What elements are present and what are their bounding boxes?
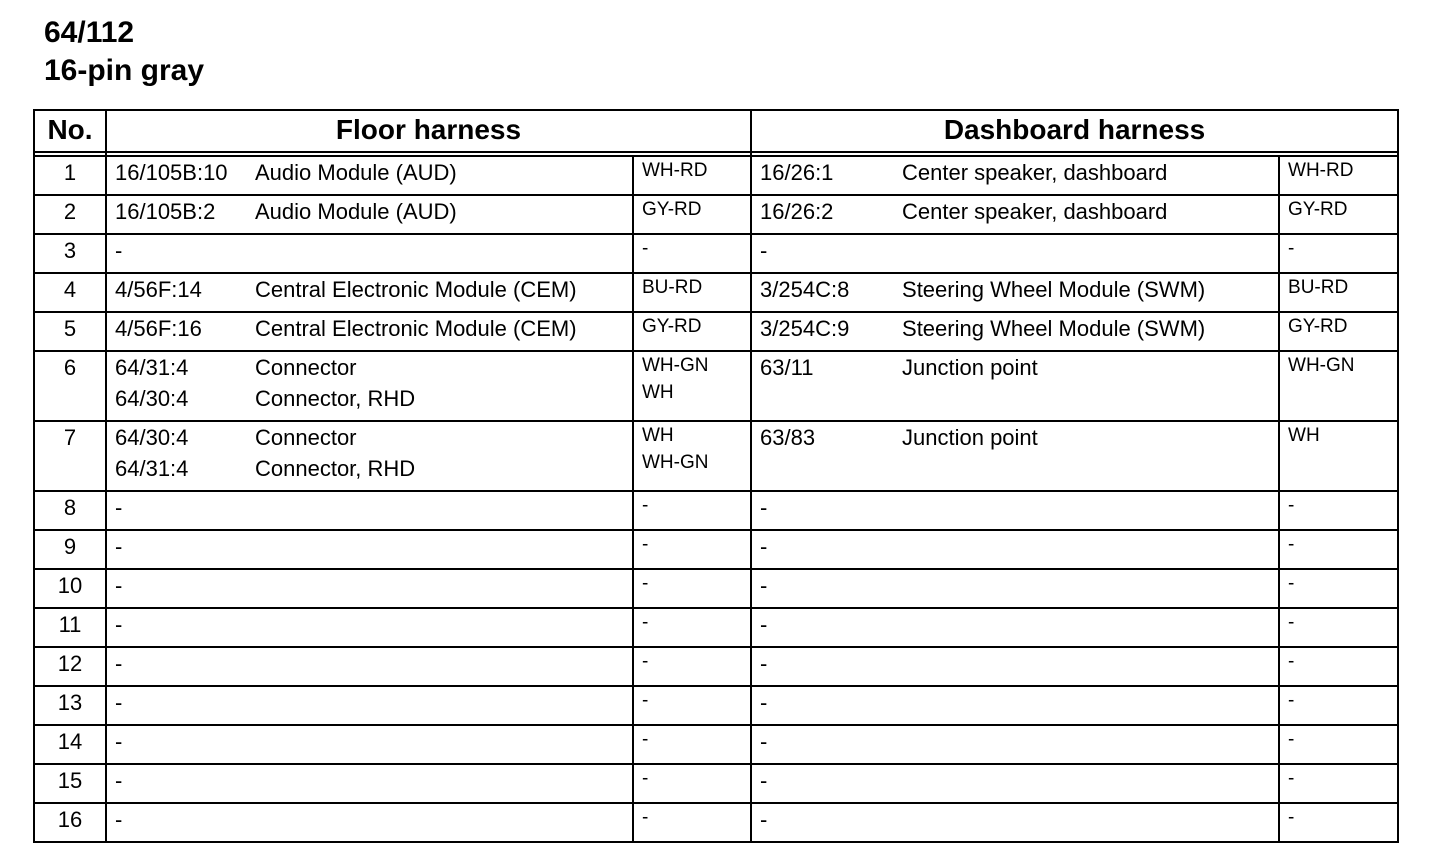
dashboard-harness-cell-line <box>760 235 1278 266</box>
terminal-code: 3/254C:8 <box>760 277 850 302</box>
floor-harness-cell <box>106 273 633 312</box>
terminal-code: 16/26:2 <box>760 199 834 224</box>
wire-color: - <box>1288 690 1295 711</box>
floor-harness-cell-line <box>115 313 632 344</box>
dashboard-harness-cell <box>751 421 1279 491</box>
floor-harness-cell <box>106 195 633 234</box>
pin-number-text: 5 <box>63 316 77 341</box>
wire-color: - <box>642 768 649 789</box>
component-name: Central Electronic Module (CEM) <box>255 277 577 302</box>
header-row <box>34 110 1398 152</box>
floor-harness-cell <box>106 725 633 764</box>
pin-number-text: 6 <box>63 355 77 380</box>
dashboard-wire-color-cell <box>1279 569 1398 608</box>
wire-color: WH-RD <box>642 160 708 181</box>
wire-color: - <box>642 238 649 259</box>
dashboard-harness-cell <box>751 608 1279 647</box>
dashboard-harness-cell-line <box>760 609 1278 640</box>
wire-color: - <box>1288 729 1295 750</box>
floor-wire-color-cell <box>633 351 751 421</box>
floor-harness-cell <box>106 351 633 421</box>
dashboard-wire-color-cell <box>1279 647 1398 686</box>
table-row <box>34 725 1398 764</box>
pin-number-text: 16 <box>57 807 83 832</box>
terminal-code: - <box>760 651 768 676</box>
component-name: Connector <box>255 425 357 450</box>
floor-wire-color-cell <box>633 803 751 842</box>
floor-wire-color-cell <box>633 234 751 273</box>
table-row <box>34 647 1398 686</box>
dashboard-wire-color-cell <box>1279 156 1398 195</box>
dashboard-harness-cell <box>751 351 1279 421</box>
dashboard-wire-color-cell <box>1279 686 1398 725</box>
component-name: Center speaker, dashboard <box>902 199 1168 224</box>
header-no: No. <box>34 110 106 152</box>
dashboard-wire-color-cell <box>1279 725 1398 764</box>
floor-wire-color-cell <box>633 491 751 530</box>
dashboard-harness-cell <box>751 156 1279 195</box>
table-row <box>34 234 1398 273</box>
component-name: Audio Module (AUD) <box>255 160 457 185</box>
wire-color: BU-RD <box>642 277 703 298</box>
floor-harness-cell <box>106 312 633 351</box>
terminal-code: 16/105B:10 <box>115 160 228 185</box>
dashboard-harness-cell <box>751 569 1279 608</box>
wire-color: GY-RD <box>642 199 702 220</box>
table-row <box>34 686 1398 725</box>
terminal-code: - <box>760 534 768 559</box>
wire-color: - <box>1288 238 1295 259</box>
terminal-code: - <box>760 807 768 832</box>
wire-color: GY-RD <box>642 316 702 337</box>
pin-number <box>34 273 106 312</box>
dashboard-harness-cell-line <box>760 687 1278 718</box>
dashboard-harness-cell-line <box>760 274 1278 305</box>
wire-color: - <box>1288 573 1295 594</box>
dashboard-harness-cell <box>751 312 1279 351</box>
wire-color: - <box>1288 768 1295 789</box>
dashboard-harness-cell <box>751 530 1279 569</box>
pin-number <box>34 725 106 764</box>
header-dashboard-harness: Dashboard harness <box>751 110 1398 152</box>
terminal-code: - <box>115 651 123 676</box>
terminal-code: 16/105B:2 <box>115 199 216 224</box>
table-row <box>34 156 1398 195</box>
dashboard-wire-color-cell <box>1279 764 1398 803</box>
table-row <box>34 421 1398 491</box>
terminal-code: - <box>760 238 768 263</box>
floor-harness-cell-line <box>115 765 632 796</box>
dashboard-harness-cell-line <box>760 726 1278 757</box>
terminal-code: 4/56F:14 <box>115 277 202 302</box>
table-body <box>34 152 1398 842</box>
wire-color: WH-GN <box>1288 355 1355 376</box>
floor-harness-cell-line <box>115 352 632 383</box>
pin-number <box>34 156 106 195</box>
wire-color: BU-RD <box>1288 277 1349 298</box>
terminal-code: - <box>760 495 768 520</box>
dashboard-harness-cell <box>751 764 1279 803</box>
floor-harness-cell-line <box>115 157 632 188</box>
floor-wire-color-cell <box>633 569 751 608</box>
pin-number-text: 8 <box>63 495 77 520</box>
dashboard-harness-cell-line <box>760 313 1278 344</box>
floor-wire-color-cell <box>633 686 751 725</box>
terminal-code: - <box>760 573 768 598</box>
floor-harness-cell-line <box>115 453 632 484</box>
wire-color: - <box>642 807 649 828</box>
pin-number <box>34 421 106 491</box>
floor-harness-cell-line <box>115 687 632 718</box>
terminal-code: - <box>760 768 768 793</box>
wire-color: - <box>1288 807 1295 828</box>
dashboard-harness-cell-line <box>760 422 1278 453</box>
floor-harness-cell-line <box>115 570 632 601</box>
dashboard-wire-color-cell <box>1279 803 1398 842</box>
wire-color: - <box>1288 612 1295 633</box>
dashboard-wire-color-cell <box>1279 530 1398 569</box>
component-name: Connector <box>255 355 357 380</box>
terminal-code: 16/26:1 <box>760 160 834 185</box>
dashboard-harness-cell <box>751 491 1279 530</box>
component-name: Junction point <box>902 355 1038 380</box>
terminal-code: - <box>115 573 123 598</box>
terminal-code: - <box>760 729 768 754</box>
terminal-code: - <box>760 612 768 637</box>
floor-harness-cell <box>106 156 633 195</box>
terminal-code: 63/11 <box>760 355 814 380</box>
pin-number <box>34 686 106 725</box>
table-row <box>34 764 1398 803</box>
pin-number-text: 7 <box>63 425 77 450</box>
terminal-code: 64/31:4 <box>115 355 189 380</box>
floor-wire-color-cell <box>633 764 751 803</box>
floor-harness-cell-line <box>115 609 632 640</box>
wire-color: GY-RD <box>1288 316 1348 337</box>
floor-harness-cell <box>106 530 633 569</box>
pin-number <box>34 491 106 530</box>
component-name: Connector, RHD <box>255 456 416 481</box>
dashboard-harness-cell <box>751 686 1279 725</box>
pin-number <box>34 764 106 803</box>
table-row <box>34 530 1398 569</box>
dashboard-harness-cell <box>751 234 1279 273</box>
floor-harness-cell <box>106 491 633 530</box>
floor-harness-cell-line <box>115 274 632 305</box>
dashboard-harness-cell <box>751 273 1279 312</box>
pin-number-text: 14 <box>57 729 83 754</box>
terminal-code: - <box>115 612 123 637</box>
component-name: Connector, RHD <box>255 386 416 411</box>
dashboard-wire-color-cell <box>1279 421 1398 491</box>
dashboard-wire-color-cell <box>1279 312 1398 351</box>
floor-harness-cell <box>106 421 633 491</box>
floor-harness-cell-line <box>115 196 632 227</box>
pin-number-text: 9 <box>63 534 77 559</box>
dashboard-harness-cell-line <box>760 352 1278 383</box>
terminal-code: 64/31:4 <box>115 456 189 481</box>
pin-number <box>34 351 106 421</box>
dashboard-harness-cell-line <box>760 157 1278 188</box>
header-floor-harness: Floor harness <box>106 110 751 152</box>
pin-number <box>34 647 106 686</box>
pin-number-text: 4 <box>63 277 77 302</box>
floor-wire-color-cell <box>633 608 751 647</box>
terminal-code: - <box>115 238 123 263</box>
component-name: Center speaker, dashboard <box>902 160 1168 185</box>
floor-harness-cell-line <box>115 648 632 679</box>
floor-wire-color-cell <box>633 647 751 686</box>
wire-color: - <box>642 573 649 594</box>
dashboard-wire-color-cell <box>1279 273 1398 312</box>
table-row <box>34 803 1398 842</box>
terminal-code: - <box>115 768 123 793</box>
table-row <box>34 491 1398 530</box>
pin-number-text: 12 <box>57 651 83 676</box>
terminal-code: - <box>115 807 123 832</box>
floor-harness-cell-line <box>115 492 632 523</box>
connector-description: 16-pin gray <box>44 54 205 87</box>
component-name: Central Electronic Module (CEM) <box>255 316 577 341</box>
pin-number <box>34 530 106 569</box>
table-row <box>34 312 1398 351</box>
terminal-code: - <box>115 534 123 559</box>
component-name: Steering Wheel Module (SWM) <box>902 316 1206 341</box>
dashboard-harness-cell <box>751 803 1279 842</box>
pin-number <box>34 312 106 351</box>
component-name: Audio Module (AUD) <box>255 199 457 224</box>
table-row <box>34 608 1398 647</box>
dashboard-harness-cell <box>751 725 1279 764</box>
floor-wire-color-cell <box>633 725 751 764</box>
floor-harness-cell-line <box>115 383 632 414</box>
floor-harness-cell <box>106 234 633 273</box>
table-row <box>34 273 1398 312</box>
floor-wire-color-cell <box>633 273 751 312</box>
terminal-code: - <box>115 690 123 715</box>
wire-color: GY-RD <box>1288 199 1348 220</box>
wire-color: WH <box>642 382 674 403</box>
pin-number <box>34 608 106 647</box>
dashboard-harness-cell-line <box>760 804 1278 835</box>
floor-harness-cell-line <box>115 531 632 562</box>
floor-harness-cell-line <box>115 726 632 757</box>
terminal-code: - <box>115 495 123 520</box>
table-row <box>34 569 1398 608</box>
terminal-code: 4/56F:16 <box>115 316 202 341</box>
component-name: Junction point <box>902 425 1038 450</box>
floor-wire-color-cell <box>633 312 751 351</box>
pin-number-text: 13 <box>57 690 83 715</box>
floor-harness-cell <box>106 608 633 647</box>
wire-color: WH <box>1288 425 1320 446</box>
terminal-code: 64/30:4 <box>115 386 189 411</box>
pin-number <box>34 234 106 273</box>
floor-wire-color-cell <box>633 530 751 569</box>
wire-color: WH-RD <box>1288 160 1354 181</box>
dashboard-harness-cell-line <box>760 648 1278 679</box>
wire-color: - <box>642 651 649 672</box>
wire-color: - <box>642 690 649 711</box>
pin-number-text: 10 <box>57 573 83 598</box>
dashboard-wire-color-cell <box>1279 491 1398 530</box>
floor-wire-color-cell <box>633 195 751 234</box>
wire-color: - <box>1288 651 1295 672</box>
dashboard-harness-cell-line <box>760 492 1278 523</box>
floor-harness-cell-line <box>115 804 632 835</box>
dashboard-wire-color-cell <box>1279 608 1398 647</box>
terminal-code: 64/30:4 <box>115 425 189 450</box>
table-row <box>34 195 1398 234</box>
pin-number-text: 2 <box>63 199 77 224</box>
floor-harness-cell-line <box>115 422 632 453</box>
table-row <box>34 351 1398 421</box>
dashboard-harness-cell <box>751 195 1279 234</box>
pin-number <box>34 569 106 608</box>
component-name: Steering Wheel Module (SWM) <box>902 277 1206 302</box>
pin-number-text: 3 <box>63 238 77 263</box>
pin-table <box>33 109 1399 843</box>
floor-wire-color-cell <box>633 156 751 195</box>
wire-color: - <box>642 612 649 633</box>
floor-harness-cell <box>106 647 633 686</box>
terminal-code: 63/83 <box>760 425 816 450</box>
floor-harness-cell <box>106 686 633 725</box>
floor-harness-cell <box>106 764 633 803</box>
terminal-code: - <box>760 690 768 715</box>
wire-color: - <box>642 729 649 750</box>
wire-color: WH-GN <box>642 452 709 473</box>
dashboard-harness-cell-line <box>760 531 1278 562</box>
connector-id: 64/112 <box>44 16 135 49</box>
wire-color: WH-GN <box>642 355 709 376</box>
dashboard-harness-cell-line <box>760 570 1278 601</box>
wire-color: - <box>1288 495 1295 516</box>
terminal-code: - <box>115 729 123 754</box>
dashboard-harness-cell-line <box>760 196 1278 227</box>
dashboard-harness-cell-line <box>760 765 1278 796</box>
pin-number-text: 15 <box>57 768 83 793</box>
dashboard-wire-color-cell <box>1279 351 1398 421</box>
wire-color: WH <box>642 425 674 446</box>
dashboard-wire-color-cell <box>1279 195 1398 234</box>
wire-color: - <box>642 534 649 555</box>
floor-harness-cell <box>106 569 633 608</box>
terminal-code: 3/254C:9 <box>760 316 850 341</box>
floor-wire-color-cell <box>633 421 751 491</box>
floor-harness-cell <box>106 803 633 842</box>
pin-number-text: 1 <box>63 160 77 185</box>
dashboard-wire-color-cell <box>1279 234 1398 273</box>
wire-color: - <box>642 495 649 516</box>
wire-color: - <box>1288 534 1295 555</box>
pin-number <box>34 195 106 234</box>
dashboard-harness-cell <box>751 647 1279 686</box>
floor-harness-cell-line <box>115 235 632 266</box>
pin-number-text: 11 <box>58 612 82 637</box>
pin-number <box>34 803 106 842</box>
